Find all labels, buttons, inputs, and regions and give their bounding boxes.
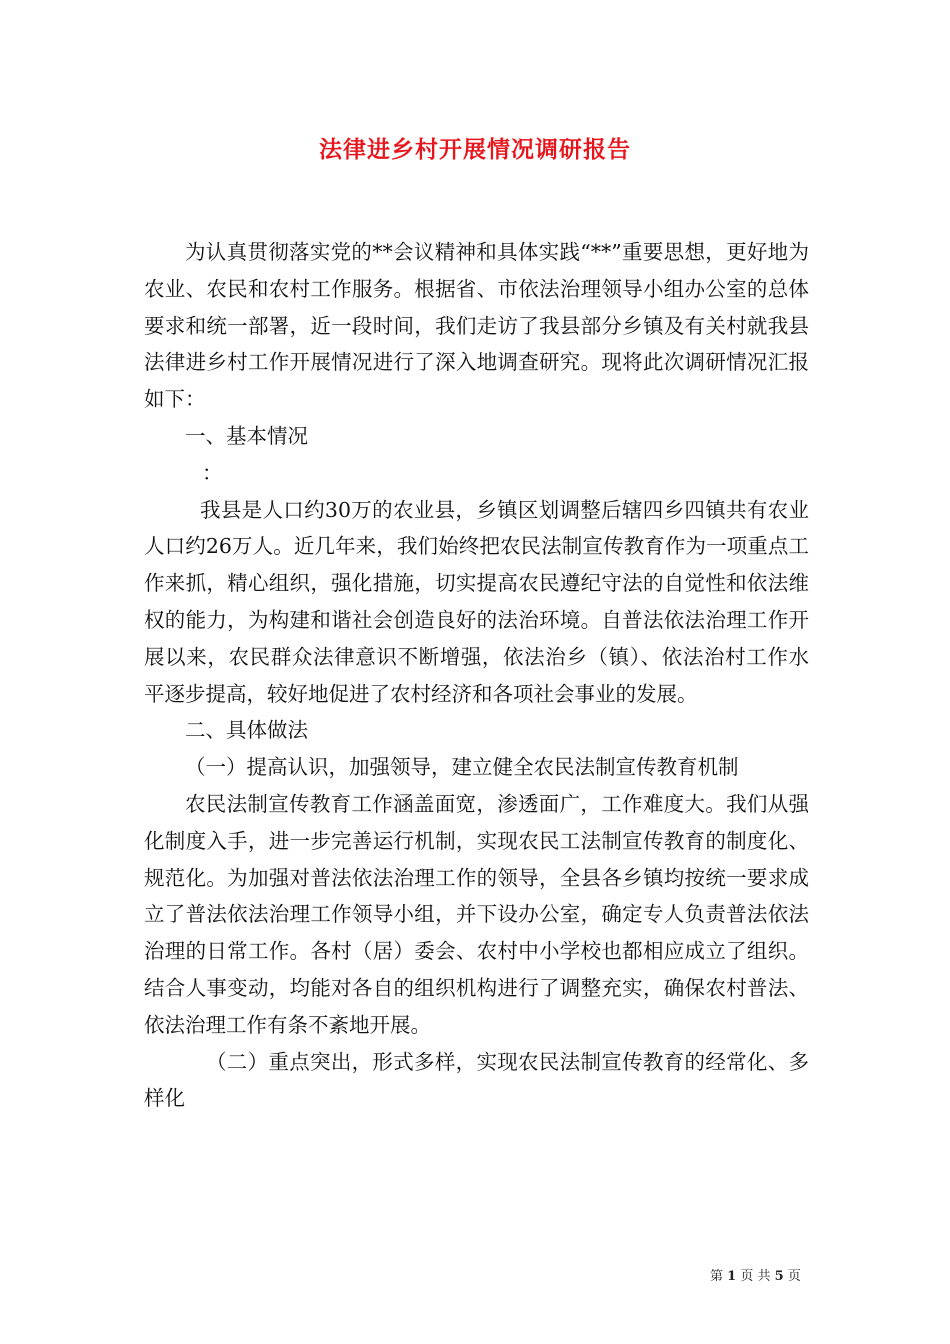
- subsection-heading-2: （二）重点突出，形式多样，实现农民法制宣传教育的经常化、多样化: [144, 1049, 809, 1111]
- footer-page-number: 1: [727, 1269, 737, 1284]
- footer-suffix: 页: [787, 1269, 801, 1284]
- subsection-heading-1: （一）提高认识，加强领导，建立健全农民法制宣传教育机制: [185, 755, 739, 780]
- footer-total-pages: 5: [774, 1269, 784, 1284]
- section-heading-methods: 二、具体做法: [185, 718, 308, 743]
- intro-paragraph: 为认真贯彻落实党的**会议精神和具体实践“**”重要思想，更好地为农业、农民和农村工作服务。根据省、市依法治理领导小组办公室的总体要求和统一部署，近一段时间，我们走访了我县部分乡镇及有关村就我县法律进乡村工作开展情况进行了深入地调查研究。现将此次调研情况汇报如下：: [144, 240, 809, 412]
- section-heading-basic: 一、基本情况: [185, 423, 308, 448]
- footer-middle: 页 共: [740, 1269, 771, 1284]
- document-title: 法律进乡村开展情况调研报告: [319, 136, 631, 163]
- subsection-1-paragraph: 农民法制宣传教育工作涵盖面宽，渗透面广，工作难度大。我们从强化制度入手，进一步完善运行机制，实现农民工法制宣传教育的制度化、规范化。为加强对普法依法治理工作的领导，全县各乡镇均按统一要求成立了普法依法治理工作领导小组，并下设办公室，确定专人负责普法依法治理的日常工作。各村（居）委会、农村中小学校也都相应成立了组织。结合人事变动，均能对各自的组织机构进行了调整充实，确保农村普法、依法治理工作有条不紊地开展。: [144, 791, 809, 1037]
- stray-colon: ：: [202, 460, 223, 485]
- footer-prefix: 第: [710, 1269, 724, 1284]
- basic-situation-paragraph: 我县是人口约30万的农业县，乡镇区划调整后辖四乡四镇共有农业人口约26万人。近几年来，我们始终把农民法制宣传教育作为一项重点工作来抓，精心组织，强化措施，切实提高农民遵纪守法的自觉性和依法维权的能力，为构建和谐社会创造良好的法治环境。自普法依法治理工作开展以来，农民群众法律意识不断增强，依法治乡（镇）、依法治村工作水平逐步提高，较好地促进了农村经济和各项社会事业的发展。: [144, 497, 809, 706]
- document-body: [144, 234, 809, 1117]
- page-footer: [710, 1268, 801, 1286]
